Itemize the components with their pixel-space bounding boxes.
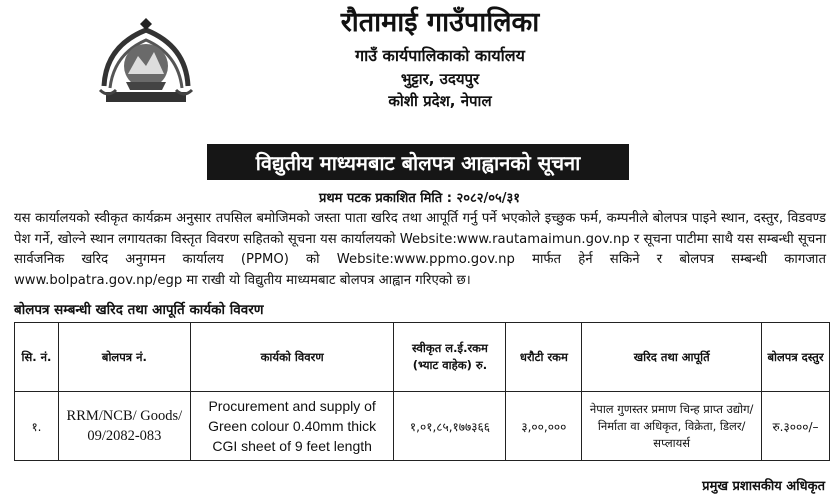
published-date: प्रथम पटक प्रकाशित मिति : २०८२/०५/३१ xyxy=(318,191,521,206)
notice-body: यस कार्यालयको स्वीकृत कार्यक्रम अनुसार तपसिल बमोजिमको जस्ता पाता खरिद तथा आपूर्ति गर्नु पर्ने भएकोले इच्छुक फर्म, कम्पनीले बोलपत्र पाइने स्थान, दस्तुर, विडवण्ड पेश गर्ने, खोल्ने स्थान लगायतका विस्तृत विवरण सहितको सूचना यस कार्यालयको Website:www.rautamaimun.gov.np र सूचना पाटीमा साथै यस सम्बन्धी सूचना सार्वजनिक खरिद अनुगमन कार्यालय (PPMO) को Website:www.ppmo.gov.np मार्फत हेर्न सकिने र बोलपत्र सम्बन्धी कागजात www.bolpatra.gov.np/egp मा राखी यो विद्युतीय माध्यमबाट बोलपत्र आह्वान गरिएको छ। xyxy=(14,211,827,288)
tender-table xyxy=(14,322,830,461)
cell-bid-no: RRM/NCB/ Goods/ 09/2082-083 xyxy=(58,392,190,461)
section-heading: बोलपत्र सम्बन्धी खरिद तथा आपूर्ति कार्यको विवरण xyxy=(14,302,264,318)
notice-title-banner: विद्युतीय माध्यमबाट बोलपत्र आह्वानको सूचना xyxy=(207,144,629,180)
cell-fee: रु.३०००/– xyxy=(762,392,830,461)
header-fee: बोलपत्र दस्तुर xyxy=(762,323,830,392)
office-location: भुट्टार, उदयपुर xyxy=(400,70,480,88)
letterhead xyxy=(200,4,680,112)
nepal-government-emblem-icon xyxy=(96,16,196,108)
cell-serial: १. xyxy=(15,392,59,461)
signatory-title: प्रमुख प्रशासकीय अधिकृत xyxy=(702,479,825,494)
cell-deposit: ३,००,००० xyxy=(506,392,582,461)
header-supplier: खरिद तथा आपूर्ति xyxy=(582,323,762,392)
table-header-row xyxy=(15,323,830,392)
table-row xyxy=(15,392,830,461)
office-name: गाउँ कार्यपालिकाको कार्यालय xyxy=(355,46,525,65)
header-deposit: धरौटी रकम xyxy=(506,323,582,392)
cell-estimate: १,०१,८५,१७७३६६ xyxy=(394,392,506,461)
header-serial: सि. नं. xyxy=(15,323,59,392)
header-bid-no: बोलपत्र नं. xyxy=(58,323,190,392)
cell-description: Procurement and supply of Green colour 0.40mm thick CGI sheet of 9 feet length xyxy=(190,392,394,461)
header-description: कार्यको विवरण xyxy=(190,323,394,392)
province-name: कोशी प्रदेश, नेपाल xyxy=(388,92,492,110)
header-estimate: स्वीकृत ल.ई.रकम (भ्याट वाहेक) रु. xyxy=(394,323,506,392)
municipality-title: रौतामाई गाउँपालिका xyxy=(340,7,540,38)
cell-supplier: नेपाल गुणस्तर प्रमाण चिन्ह प्राप्त उद्योग/निर्माता वा अधिकृत, विक्रेता, डिलर/सप्लायर्स xyxy=(582,392,762,461)
